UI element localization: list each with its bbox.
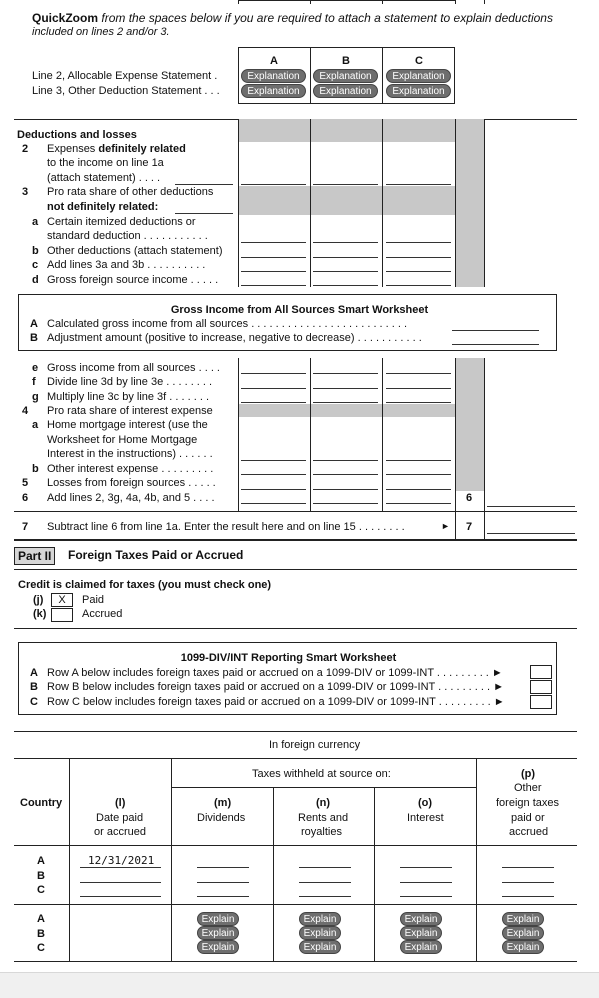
row-b-letter: B xyxy=(37,870,45,882)
line-3e-field-c[interactable] xyxy=(386,373,451,374)
line-3-text-1: Pro rata share of other deductions xyxy=(47,186,214,198)
line-7-box-number: 7 xyxy=(466,521,473,533)
line-7-text: Subtract line 6 from line 1a. Enter the result here and on line 15 . . . . . . . . xyxy=(47,521,405,533)
line-3b-field-c[interactable] xyxy=(386,257,451,258)
line-3f-field-b[interactable] xyxy=(313,388,378,389)
explain-row-c-letter: C xyxy=(37,942,45,954)
line-3e-field-b[interactable] xyxy=(313,373,378,374)
line-4a-text-2: Worksheet for Home Mortgage xyxy=(47,434,198,446)
line-2-number: 2 xyxy=(22,143,29,155)
table-col-divider xyxy=(171,758,172,961)
explanation-button-line3-c[interactable]: Explanation xyxy=(386,84,451,98)
explain-button-other-a[interactable]: Explain xyxy=(502,912,544,926)
line-3-sub-field[interactable] xyxy=(175,213,233,214)
line-4a-field-b[interactable] xyxy=(313,460,378,461)
line-7-top-rule xyxy=(14,511,577,512)
explain-button-rents-b[interactable]: Explain xyxy=(299,926,341,940)
line-2-text-1b: definitely related xyxy=(98,143,186,155)
quickzoom-text: from the spaces below if you are required to attach a statement to explain deductions xyxy=(101,11,553,25)
line-4a-text-3: Interest in the instructions) . . . . . . xyxy=(47,448,213,460)
mid-col-divider xyxy=(310,358,311,511)
mid-col-divider xyxy=(484,358,485,511)
ws1099-row-c-letter: C xyxy=(30,696,38,708)
line-3f-letter: f xyxy=(32,376,36,388)
line-6-total-field[interactable] xyxy=(487,506,575,507)
row-a-letter: A xyxy=(37,855,45,867)
line-5-field-c[interactable] xyxy=(386,489,451,490)
qz-col-a: A xyxy=(270,55,278,67)
row3-shade xyxy=(238,186,455,215)
col-n-label-1: Rents and xyxy=(298,812,349,824)
gross-ws-b-text: Adjustment amount (positive to increase, negative to decrease) . . . . . . . . . . . xyxy=(47,332,422,344)
table-top-rule xyxy=(14,731,577,732)
bottom-bar xyxy=(0,972,599,998)
line-3c-text: Add lines 3a and 3b . . . . . . . . . . xyxy=(47,259,206,271)
rents-c-field[interactable] xyxy=(299,896,351,897)
explain-button-rents-c[interactable]: Explain xyxy=(299,940,341,954)
ws1099-row-c-checkbox[interactable] xyxy=(530,695,552,709)
col-o-code: (o) xyxy=(418,797,433,809)
line-3b-field-a[interactable] xyxy=(241,257,306,258)
top-col-divider xyxy=(382,0,383,4)
line-7-divider xyxy=(484,511,485,539)
ded-col-divider xyxy=(238,119,239,287)
line-5-text: Losses from foreign sources . . . . . xyxy=(47,477,216,489)
line-2-field-c[interactable] xyxy=(386,184,451,185)
explain-button-interest-a[interactable]: Explain xyxy=(400,912,442,926)
accrued-text: Accrued xyxy=(82,608,123,620)
rents-a-field[interactable] xyxy=(299,867,351,868)
line-6-text: Add lines 2, 3g, 4a, 4b, and 5 . . . . xyxy=(47,492,215,504)
line-6-number: 6 xyxy=(22,492,29,504)
qz-col-c: C xyxy=(415,55,423,67)
ws1099-row-b-letter: B xyxy=(30,681,38,693)
line-3g-field-a[interactable] xyxy=(241,402,306,403)
line-4b-field-c[interactable] xyxy=(386,474,451,475)
dividends-a-field[interactable] xyxy=(197,867,249,868)
line-3e-text: Gross income from all sources . . . . xyxy=(47,362,220,374)
part-ii-label: Part II xyxy=(14,547,55,565)
line-4b-letter: b xyxy=(32,463,39,475)
in-foreign-currency-heading: In foreign currency xyxy=(269,739,361,751)
other-a-field[interactable] xyxy=(502,867,554,868)
line-2-field-b[interactable] xyxy=(313,184,378,185)
col-p-label-2: foreign taxes xyxy=(496,797,559,809)
explain-button-interest-c[interactable]: Explain xyxy=(400,940,442,954)
deductions-heading: Deductions and losses xyxy=(17,129,137,141)
line-3b-letter: b xyxy=(32,245,39,257)
gross-ws-a-text: Calculated gross income from all sources . . . . . . . . . . . . . . . . . . . . . . . . . . xyxy=(47,318,408,330)
date-paid-a-value[interactable]: 12/31/2021 xyxy=(88,854,155,867)
line-4-shade xyxy=(238,404,455,417)
line-3a-letter: a xyxy=(32,216,39,228)
rents-b-field[interactable] xyxy=(299,882,351,883)
line-3d-text: Gross foreign source income . . . . . xyxy=(47,274,219,286)
line-3d-field-a[interactable] xyxy=(241,285,306,286)
gross-ws-a-letter: A xyxy=(30,318,38,330)
ws1099-row-c-text: Row C below includes foreign taxes paid or accrued on a 1099-DIV or 1099-INT . . . . . . . . . ► xyxy=(47,696,505,708)
col-n-code: (n) xyxy=(316,797,331,809)
line-4a-text-1: Home mortgage interest (use the xyxy=(47,419,208,431)
col-p-label-3: paid or xyxy=(511,812,545,824)
interest-b-field[interactable] xyxy=(400,882,452,883)
line-3d-field-b[interactable] xyxy=(313,285,378,286)
top-col-divider xyxy=(455,0,456,4)
line-3d-field-c[interactable] xyxy=(386,285,451,286)
line-5-field-a[interactable] xyxy=(241,489,306,490)
line-4a-field-c[interactable] xyxy=(386,460,451,461)
col-shade-c-top xyxy=(382,119,455,142)
explanation-button-line2-a[interactable]: Explanation xyxy=(241,69,306,83)
col-m-label-1: Dividends xyxy=(197,812,246,824)
part2-top-rule xyxy=(14,539,577,541)
table-col-divider xyxy=(476,758,477,961)
gross-ws-b-field[interactable] xyxy=(452,344,539,345)
top-col-divider xyxy=(238,0,239,4)
ws1099-row-a-letter: A xyxy=(30,667,38,679)
line-6-field-b[interactable] xyxy=(313,503,378,504)
line-7-divider xyxy=(455,511,456,539)
line-5-field-b[interactable] xyxy=(313,489,378,490)
line-4-text: Pro rata share of interest expense xyxy=(47,405,213,417)
interest-a-field[interactable] xyxy=(400,867,452,868)
table-col-divider xyxy=(374,787,375,961)
part-ii-title: Foreign Taxes Paid or Accrued xyxy=(68,548,244,562)
date-paid-b-field[interactable] xyxy=(80,882,161,883)
col-shade-right-top xyxy=(455,119,484,287)
credit-bottom-rule xyxy=(14,628,577,629)
explain-row-a-letter: A xyxy=(37,913,45,925)
line-3b-text: Other deductions (attach statement) xyxy=(47,245,223,257)
explain-button-dividends-a[interactable]: Explain xyxy=(197,912,239,926)
line-2-text-1 xyxy=(47,143,186,155)
line-3c-letter: c xyxy=(32,259,39,271)
table-rows-rule xyxy=(14,904,577,905)
line-3c-field-b[interactable] xyxy=(313,271,378,272)
line-6-field-c[interactable] xyxy=(386,503,451,504)
line-2-field-a[interactable] xyxy=(241,184,306,185)
line-3a-text-1: Certain itemized deductions or xyxy=(47,216,196,228)
gross-ws-b-letter: B xyxy=(30,332,38,344)
col-shade-right-mid xyxy=(455,358,484,491)
other-c-field[interactable] xyxy=(502,896,554,897)
explain-button-interest-b[interactable]: Explain xyxy=(400,926,442,940)
line-4b-field-b[interactable] xyxy=(313,474,378,475)
table-bottom-rule xyxy=(14,961,577,962)
top-col-divider xyxy=(484,0,485,4)
date-paid-c-field[interactable] xyxy=(80,896,161,897)
date-paid-a-field[interactable] xyxy=(80,867,161,868)
explain-button-dividends-c[interactable]: Explain xyxy=(197,940,239,954)
line-7-number: 7 xyxy=(22,521,29,533)
ws1099-row-a-text: Row A below includes foreign taxes paid or accrued on a 1099-DIV or 1099-INT . . . . . . . . . ► xyxy=(47,667,503,679)
ded-col-divider xyxy=(484,119,485,287)
quickzoom-text-2: included on lines 2 and/or 3. xyxy=(32,26,170,38)
top-border xyxy=(238,0,456,1)
quickzoom-intro xyxy=(32,11,553,25)
accrued-option-label: (k) xyxy=(33,608,47,620)
qz-col-divider xyxy=(382,47,383,104)
qz-col-divider xyxy=(310,47,311,104)
line-3g-text: Multiply line 3c by line 3f . . . . . . . xyxy=(47,391,210,403)
line-3e-field-a[interactable] xyxy=(241,373,306,374)
line-3a-field-a[interactable] xyxy=(241,242,306,243)
line-4a-letter: a xyxy=(32,419,39,431)
ws1099-row-b-checkbox[interactable] xyxy=(530,680,552,694)
paid-checkbox[interactable]: X xyxy=(51,593,73,607)
dividends-c-field[interactable] xyxy=(197,896,249,897)
part2-title-rule xyxy=(14,569,577,570)
line-3f-field-a[interactable] xyxy=(241,388,306,389)
explain-button-rents-a[interactable]: Explain xyxy=(299,912,341,926)
col-p-label-1: Other xyxy=(514,782,542,794)
table-col-divider xyxy=(273,787,274,961)
line-3f-field-c[interactable] xyxy=(386,388,451,389)
gross-ws-title: Gross Income from All Sources Smart Worksheet xyxy=(170,304,429,316)
taxes-withheld-heading: Taxes withheld at source on: xyxy=(252,768,391,780)
line-7-arrow-icon: ► xyxy=(441,521,450,531)
ded-col-divider xyxy=(382,119,383,287)
table-header-rule xyxy=(14,758,577,759)
qz-line2-label: Line 2, Allocable Expense Statement . xyxy=(32,70,218,82)
ded-col-divider xyxy=(455,119,456,287)
line-3a-text-2: standard deduction . . . . . . . . . . . xyxy=(47,230,208,242)
mid-col-divider xyxy=(382,358,383,511)
mid-col-divider xyxy=(455,358,456,511)
explanation-button-line2-b[interactable]: Explanation xyxy=(313,69,378,83)
col-p-label-4: accrued xyxy=(509,826,549,838)
qz-col-b: B xyxy=(342,55,350,67)
line-6-box-number: 6 xyxy=(466,492,473,504)
line-2-text-3: (attach statement) . . . . xyxy=(47,172,161,184)
line-2-text-2: to the income on line 1a xyxy=(47,157,164,169)
line-3c-field-a[interactable] xyxy=(241,271,306,272)
line-2-sub-field[interactable] xyxy=(175,184,233,185)
explain-button-dividends-b[interactable]: Explain xyxy=(197,926,239,940)
top-col-divider xyxy=(310,0,311,4)
line-3f-text: Divide line 3d by line 3e . . . . . . . . xyxy=(47,376,213,388)
line-3g-field-b[interactable] xyxy=(313,402,378,403)
paid-option-label: (j) xyxy=(33,594,44,606)
col-l-label-2: or accrued xyxy=(94,826,146,838)
explain-button-other-b[interactable]: Explain xyxy=(502,926,544,940)
credit-claimed-text: Credit is claimed for taxes (you must check one) xyxy=(18,579,272,591)
line-7-total-field[interactable] xyxy=(487,533,575,534)
dividends-b-field[interactable] xyxy=(197,882,249,883)
accrued-checkbox[interactable] xyxy=(51,608,73,622)
explanation-button-line2-c[interactable]: Explanation xyxy=(386,69,451,83)
interest-c-field[interactable] xyxy=(400,896,452,897)
line-6-field-a[interactable] xyxy=(241,503,306,504)
mid-col-divider xyxy=(238,358,239,511)
col-o-label-1: Interest xyxy=(407,812,444,824)
line-2-text-1a: Expenses xyxy=(47,143,99,155)
ws1099-row-a-checkbox[interactable] xyxy=(530,665,552,679)
line-3-number: 3 xyxy=(22,186,29,198)
paid-text: Paid xyxy=(82,594,105,606)
explain-button-other-c[interactable]: Explain xyxy=(502,940,544,954)
line-4-number: 4 xyxy=(22,405,29,417)
col-m-code: (m) xyxy=(214,797,232,809)
col-p-code: (p) xyxy=(521,768,536,780)
quickzoom-title: QuickZoom xyxy=(32,11,99,25)
line-3g-field-c[interactable] xyxy=(386,402,451,403)
table-col-divider xyxy=(69,758,70,961)
line-3c-field-c[interactable] xyxy=(386,271,451,272)
line-3d-letter: d xyxy=(32,274,39,286)
line-3e-letter: e xyxy=(32,362,39,374)
line-4b-field-a[interactable] xyxy=(241,474,306,475)
line-3b-field-b[interactable] xyxy=(313,257,378,258)
col-n-label-2: royalties xyxy=(301,826,342,838)
qz-line3-label: Line 3, Other Deduction Statement . . . xyxy=(32,85,220,97)
col-shade-a-top xyxy=(238,119,310,142)
col-l-label-1: Date paid xyxy=(96,812,144,824)
line-3a-field-c[interactable] xyxy=(386,242,451,243)
table-columns-rule xyxy=(14,845,577,846)
line-4b-text: Other interest expense . . . . . . . . . xyxy=(47,463,214,475)
other-b-field[interactable] xyxy=(502,882,554,883)
line-5-number: 5 xyxy=(22,477,29,489)
col-country-header: Country xyxy=(20,797,63,809)
row-c-letter: C xyxy=(37,884,45,896)
explanation-button-line3-a[interactable]: Explanation xyxy=(241,84,306,98)
ded-col-divider xyxy=(310,119,311,287)
ws1099-title: 1099-DIV/INT Reporting Smart Worksheet xyxy=(180,652,397,664)
line-4a-field-a[interactable] xyxy=(241,460,306,461)
ws1099-row-b-text: Row B below includes foreign taxes paid or accrued on a 1099-DIV or 1099-INT . . . . . . . . . ► xyxy=(47,681,505,693)
explain-row-b-letter: B xyxy=(37,928,45,940)
line-3a-field-b[interactable] xyxy=(313,242,378,243)
gross-ws-a-field[interactable] xyxy=(452,330,539,331)
explanation-button-line3-b[interactable]: Explanation xyxy=(313,84,378,98)
line-3-text-2: not definitely related: xyxy=(47,201,159,213)
taxes-withheld-rule xyxy=(171,787,476,788)
col-shade-b-top xyxy=(310,119,382,142)
col-l-code: (l) xyxy=(115,797,126,809)
line-3g-letter: g xyxy=(32,391,39,403)
